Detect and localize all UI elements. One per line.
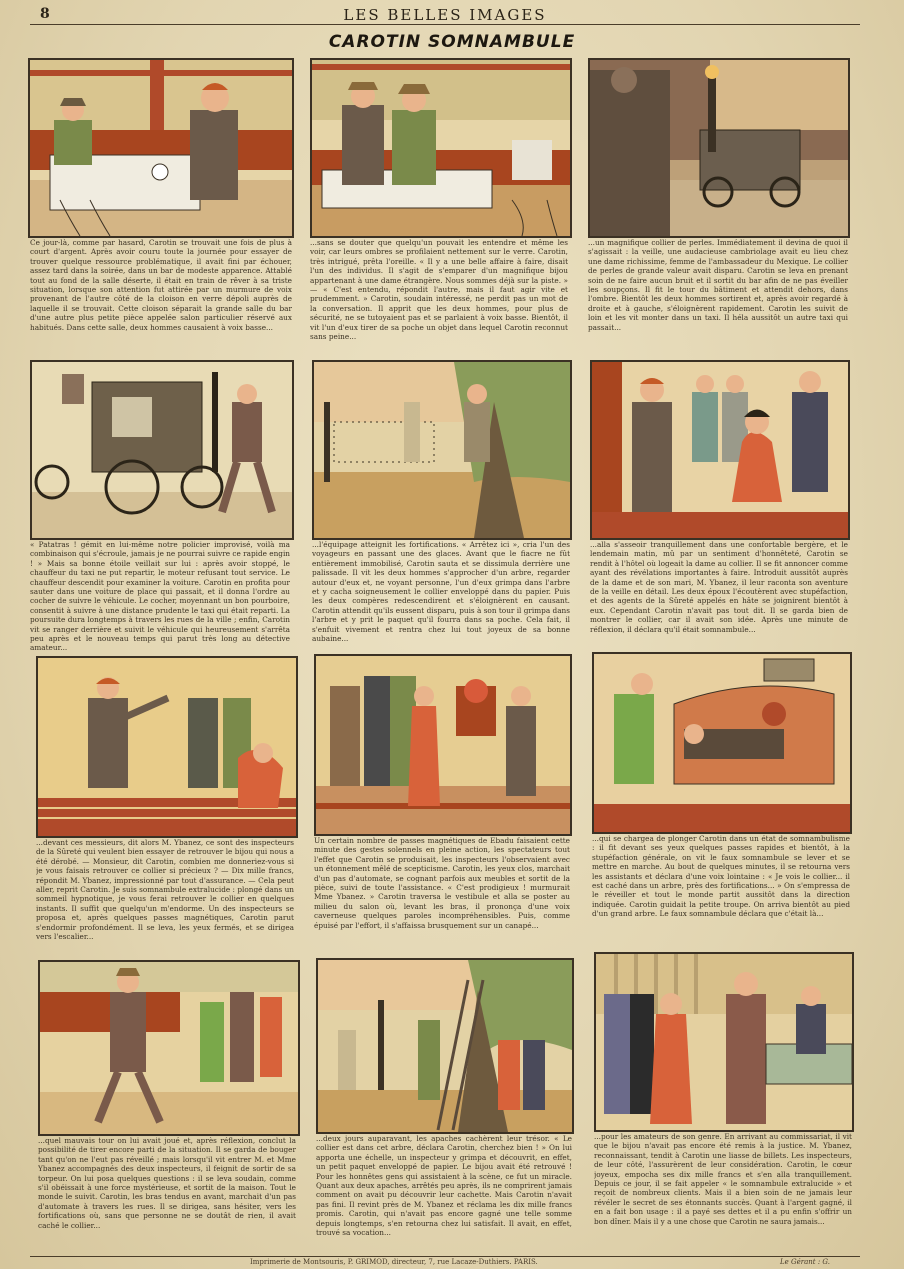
page-number: 8 xyxy=(40,6,50,22)
caption-9: ...qui se chargea de plonger Carotin dans un état de somnambulisme : il fit devant ses yeux quelques passes rapides et bientôt, à la stupéfaction générale, on vit le faux somnambule se lever et se mettre en marche. Au bout de quelques minutes, il se retourna vers les assistants et déclara d'une voix lointaine : « Je vois le collier... il est caché dans un arbre, près des fortifications... » On s'empressa de le réveiller et tout le monde partit aussitôt dans la direction indiquée. Carotin guidait la petite troupe. On arriva bientôt au pied d'un grand arbre. Le faux somnambule déclara que c'était là... xyxy=(592,834,850,919)
story-title: CAROTIN SOMNAMBULE xyxy=(328,32,576,52)
panel-5-tree-fortifications xyxy=(312,360,572,540)
caption-12: ...pour les amateurs de son genre. En arrivant au commissariat, il vit que le bijou n'avait pas encore été remis à la justice. M. Ybanez, reconnaissant, tendit à Carotin une liasse de billets. Les inspecteurs, de leur côté, l'assurèrent de leur considération. Carotin, le cœur joyeux, empocha ses dix mille francs et s'en alla tranquillement. Depuis ce jour, il se fait appeler « le somnambule extralucide » et reçoit de nombreux clients. Mais il a bien soin de ne jamais leur révéler le secret de ses étonnants succès. Quant à l'argent gagné, il en a fait bon usage : il a payé ses dettes et il a pu enfin s'offrir un bon dîner. Mais il y a une chose que Carotin ne saura jamais... xyxy=(594,1132,852,1226)
caption-2: ...sans se douter que quelqu'un pouvait les entendre et même les voir, car leurs ombres se profilaient nettement sur le verre. Carotin, très intrigué, prêta l'oreille. « Il y a une belle affaire à faire, disait l'un des individus. Il s'agit de s'emparer d'un magnifique bijou appartenant à une dame étrangère. Nous sommes déjà sur la piste. » — « C'est entendu, répondit l'autre, mais il faut agir vite et prudemment. » Carotin, soudain intéressé, ne perdit pas un mot de la conversation. Il apprit que les deux hommes, pour plus de sécurité, ne se tutoyaient pas et se parlaient à voix basse. Bientôt, il vit l'un d'eux tirer de sa poche un objet dans lequel Carotin reconnut sans peine... xyxy=(310,238,568,342)
printer-credit: Imprimerie de Montsouris, P. GRIMOD, directeur, 7, rue Lacaze-Duthiers. PARIS. xyxy=(250,1258,538,1266)
panel-2-two-men-talking xyxy=(310,58,572,238)
page-header xyxy=(30,4,860,25)
caption-10: ...quel mauvais tour on lui avait joué et, après réflexion, conclut la possibilité de tirer encore parti de la situation. Il se garda de bouger tant qu'on ne l'eut pas réveillé ; mais lorsqu'il vit entrer M. et Mme Ybanez accompagnés des deux inspecteurs, il feignit de sortir de sa torpeur. On lui posa quelques questions : il se leva soudain, comme s'il obéissait à une force mystérieuse, et sortit de la maison. Tout le monde le suivit. Carotin, les bras tendus en avant, marchait d'un pas d'automate à travers les rues. Il se dirigea, sans hésiter, vers les fortifications où, sans que personne ne se doutât de rien, il avait caché le collier... xyxy=(38,1136,296,1230)
panel-8-group-watching xyxy=(314,654,572,836)
caption-8: Un certain nombre de passes magnétiques de Ebadu faisaient cette minute des gestes solennels en pleine action, les spectateurs tout l'effet que Carotin se produisait, les inspecteurs l'observaient avec un étonnement mêlé de scepticisme. Carotin, les yeux clos, marchait d'un pas d'automate, se cognant parfois aux meubles et sortit de la pièce, suivi de toute l'assistance. « C'est prodigieux ! murmurait Mme Ybanez. » Carotin traversa le vestibule et alla se poster au milieu du salon où, levant les bras, il prononça d'une voix caverneuse quelques paroles incompréhensibles. Puis, comme épuisé par l'effort, il s'affaissa brusquement sur un canapé... xyxy=(314,836,570,930)
panel-10-walking-street xyxy=(38,960,300,1136)
panel-11-ladder-tree xyxy=(316,958,574,1134)
panel-1-bar-table xyxy=(28,58,294,238)
panel-4-carriage xyxy=(30,360,294,540)
panel-9-sofa xyxy=(592,652,852,834)
caption-11: ...deux jours auparavant, les apaches cachèrent leur trésor. « Le collier est dans cet arbre, déclara Carotin, cherchez bien ! » On lui apporta une échelle, un inspecteur y grimpa et découvrit, en effet, un petit paquet enveloppé de papier. Le bijou avait été retrouvé ! Pour les honnêtes gens qui assistaient à la scène, ce fut un miracle. Quant aux deux apaches, arrêtés peu après, ils ne comprirent jamais comment on avait pu découvrir leur cachette. Mais Carotin n'avait pas fini. Il revint près de M. Ybanez et réclama les dix mille francs promis. Carotin, qui n'avait pas encore gagné une telle somme depuis longtemps, s'en retourna chez lui satisfait. Il avait, en effet, trouvé sa vocation... xyxy=(316,1134,572,1238)
running-title: LES BELLES IMAGES xyxy=(343,6,547,24)
panel-3-street-taxi xyxy=(588,58,850,238)
caption-4: « Patatras ! gémit en lui-même notre policier improvisé, voilà ma combinaison qui s'écroule, jamais je ne pourrai suivre ce rapide engin ! » Mais sa bonne étoile veillait sur lui : après avoir stoppé, le chauffeur du taxi ne put repartir, le moteur refusant tout service. Le chauffeur descendit pour examiner la voiture. Carotin en profita pour sauter dans une voiture de place qui passait, et il donna l'ordre au cocher de suivre le véhicule. Le cocher, moyennant un bon pourboire, consentit à suivre à une distance prudente le taxi qui était reparti. La poursuite dura longtemps à travers les rues de la ville ; enfin, Carotin vit se ranger derrière et suivit le véhicule qui heureusement s'arrêta peu après et le nouveau temps qui parut très long au détective amateur... xyxy=(30,540,290,652)
caption-7: ...devant ces messieurs, dit alors M. Ybanez, ce sont des inspecteurs de la Sûreté qui veulent bien essayer de retrouver le bijou qui nous a été dérobé. — Monsieur, dit Carotin, combien me donneriez-vous si je vous faisais retrouver ce collier si précieux ? — Dix mille francs, répondit M. Ybanez, impressionné par tout d'assurance. — Cela peut aller, reprit Carotin. Je suis somnambule extralucide : plongé dans un sommeil hypnotique, je vous ferai retrouver le collier en quelques instants. Il suffit que quelqu'un m'endorme. Un des inspecteurs se proposa et, après quelques passes magnétiques, Carotin parut s'endormir profondément. Il se leva, les yeux fermés, et se dirigea vers l'escalier... xyxy=(36,838,294,942)
gerant-credit: Le Gérant : G. xyxy=(780,1258,830,1266)
panel-7-somnambulist-reaching xyxy=(36,656,298,838)
caption-1: Ce jour-là, comme par hasard, Carotin se trouvait une fois de plus à court d'argent. Après avoir couru toute la journée pour essayer de trouver quelque ressource problématique, il avait fini par échouer, assez tard dans la soirée, dans un bar de modeste apparence. Attablé tout au fond de la salle déserte, il était en train de rêver à sa triste situation, lorsque son attention fut attirée par un murmure de voix provenant de l'autre côté de la cloison en verre dépoli auprès de laquelle il se trouvait. Cette cloison séparait la grande salle du bar d'une autre plus petite pièce appelée salon particulier réservé aux habitués. Dans cette salle, deux hommes causaient à voix basse... xyxy=(30,238,292,332)
caption-3: ...un magnifique collier de perles. Immédiatement il devina de quoi il s'agissait : la veille, une audacieuse cambriolage avait eu lieu chez une dame richissime, femme de l'ambassadeur du Mexique. Le collier de perles de grande valeur avait disparu. Carotin se leva en prenant soin de ne faire aucun bruit et il sortit du bar afin de ne pas éveiller les soupçons. Il fit le tour du bâtiment et attendit dehors, dans l'ombre. Bientôt les deux hommes sortirent et, après avoir regardé à droite et à gauche, s'éloignèrent rapidement. Carotin les suivit de loin et les vit monter dans un taxi. Il héla aussitôt un autre taxi qui passait... xyxy=(588,238,848,332)
panel-6-hotel-room xyxy=(590,360,850,540)
caption-6: ...alla s'asseoir tranquillement dans une confortable bergère, et le lendemain matin, mû par un sentiment d'honnêteté, Carotin se rendit à l'hôtel où logeait la dame au collier. Il se fit annoncer comme ayant des révélations importantes à faire. Introduit aussitôt auprès de la dame et de son mari, M. Ybanez, il leur raconta son aventure de la veille en détail. Les deux époux l'écoutèrent avec stupéfaction, et des agents de la Sûreté appelés en hâte se joignirent bientôt à eux. Cependant Carotin n'avait pas tout dit. Il se garda bien de montrer le collier, car il avait son idée. Après une minute de réflexion, il déclara qu'il était somnambule... xyxy=(590,540,848,634)
panel-12-commissariat xyxy=(594,952,854,1132)
page-footer xyxy=(30,1256,860,1268)
caption-5: ...l'équipage atteignit les fortifications. « Arrêtez ici », cria l'un des voyageurs en passant une des glaces. Avant que le fiacre ne fût entièrement immobilisé, Carotin sauta et se dissimula derrière une palissade. Il vit les deux hommes s'approcher d'un arbre, regarder autour d'eux et, ne voyant personne, l'un d'eux grimpa dans l'arbre et y cacha soigneusement le collier enveloppé dans du papier. Puis les deux compères redescendirent et s'éloignèrent en causant. Carotin attendit qu'ils eussent disparu, puis à son tour il grimpa dans l'arbre et y prit le paquet qu'il fourra dans sa poche. Cela fait, il s'enfuit vivement et rentra chez lui tout joyeux de sa bonne aubaine... xyxy=(312,540,570,644)
